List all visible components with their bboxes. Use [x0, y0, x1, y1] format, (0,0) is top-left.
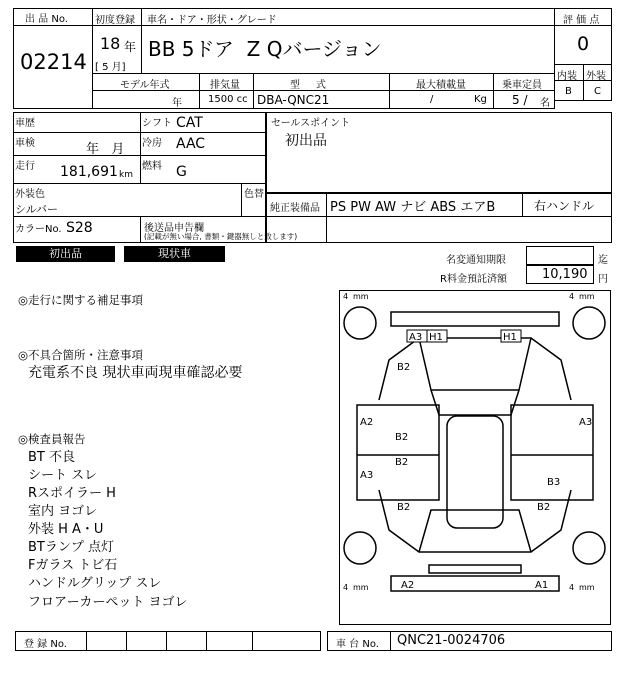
equipment-value: PS PW AW ナビ ABS エアB: [330, 200, 496, 215]
inspector-item: ハンドルグリップ スレ: [28, 576, 162, 591]
recycle-unit: 円: [598, 274, 608, 285]
score-value: 0: [577, 33, 590, 55]
tire-front-left: [344, 307, 376, 339]
damage-mark: A1: [535, 580, 549, 591]
model-year-label: モデル年式: [120, 80, 170, 91]
reg-no-label: 登 録 No.: [24, 639, 67, 650]
history-label: 車歴: [15, 118, 35, 129]
capacity-unit: 名: [540, 98, 550, 109]
first-listing-badge: 初出品: [16, 246, 115, 262]
inspector-item: 室内 ヨゴレ: [28, 504, 98, 519]
sales-point-value: 初出品: [285, 133, 327, 149]
damage-mark: B3: [547, 477, 561, 488]
equipment-label: 純正装備品: [270, 203, 320, 214]
inspection-label: 車検: [15, 138, 35, 149]
ac-label: 冷房: [142, 138, 162, 149]
ac-value: AAC: [176, 136, 206, 152]
model-code: DBA-QNC21: [257, 93, 330, 107]
damage-mark: H1: [429, 332, 443, 343]
damage-mark: H1: [503, 332, 517, 343]
mileage-label: 走行: [15, 161, 35, 172]
interior-label: 内装: [557, 71, 577, 82]
reg-year: 18: [100, 34, 121, 53]
damage-mark: B2: [397, 362, 411, 373]
tire-unit: mm: [579, 583, 595, 592]
color-no-value: S28: [66, 220, 93, 236]
inspector-item: Rスポイラー H: [28, 486, 116, 501]
model-year-unit: 年: [172, 98, 182, 109]
chassis-number: QNC21-0024706: [397, 633, 506, 648]
inspector-title: ◎検査員報告: [18, 432, 86, 446]
tire-unit: mm: [353, 583, 369, 592]
displacement-label: 排気量: [210, 80, 240, 91]
cert-note: (記載が無い場合, 書類・鍵器無しと致します): [144, 232, 298, 241]
exterior-label: 外装: [586, 71, 606, 82]
shift-value: CAT: [176, 115, 203, 131]
ext-color-label: 外装色: [15, 189, 45, 200]
recolor-label: 色替: [244, 189, 264, 200]
max-load-value: /: [430, 94, 434, 105]
tire-unit: mm: [353, 292, 369, 301]
capacity-label: 乗車定員: [502, 80, 542, 91]
inspector-item: シート スレ: [28, 468, 98, 483]
title-change-unit: 迄: [598, 255, 608, 266]
inspector-item: BT 不良: [28, 450, 75, 465]
exterior-grade: C: [594, 86, 601, 97]
car-diagram: [339, 290, 611, 625]
max-load-label: 最大積載量: [416, 80, 466, 91]
sales-point-label: セールスポイント: [271, 118, 351, 129]
mileage-unit: km: [119, 170, 133, 180]
interior-grade: B: [565, 86, 572, 97]
tire-front-right: [573, 307, 605, 339]
type-label: 型 式: [290, 80, 326, 91]
reg-month: [ 5 月]: [95, 62, 126, 73]
capacity-value: 5 /: [512, 93, 528, 107]
tire-label: 4: [343, 583, 349, 592]
title-change-box: [526, 246, 594, 265]
car-name: BB 5ドア Z Qバージョン: [148, 37, 382, 61]
recycle-value: 10,190: [542, 267, 588, 282]
damage-mark: A3: [409, 332, 423, 343]
damage-mark: A3: [579, 417, 593, 428]
damage-mark: B2: [537, 502, 551, 513]
ext-color-value: シルバー: [15, 203, 58, 216]
damage-mark: A2: [401, 580, 415, 591]
damage-mark: B2: [395, 432, 409, 443]
max-load-unit: Kg: [474, 94, 487, 105]
inspector-item: 外装 H A・U: [28, 522, 104, 537]
inspection-value: 年 月: [86, 142, 125, 157]
tire-rear-left: [344, 532, 376, 564]
tire-label: 4: [343, 292, 349, 301]
lot-number: 02214: [20, 50, 87, 74]
title-change-label: 名変通知期限: [446, 255, 506, 266]
chassis-label: 車 台 No.: [336, 639, 379, 650]
first-reg-label: 初度登録: [95, 15, 135, 26]
fuel-label: 燃料: [142, 161, 162, 172]
tire-unit: mm: [579, 292, 595, 301]
reg-year-unit: 年: [124, 40, 137, 54]
recycle-label: R料金預託済額: [440, 274, 507, 285]
score-label: 評 価 点: [563, 15, 600, 26]
fuel-value: G: [176, 164, 187, 180]
damage-mark: B2: [395, 457, 409, 468]
inspector-item: フロアーカーペット ヨゴレ: [28, 595, 188, 610]
damage-mark: A2: [360, 417, 374, 428]
defects-text: 充電系不良 現状車両現車確認必要: [28, 365, 243, 381]
damage-mark: A3: [360, 470, 374, 481]
displacement: 1500 cc: [208, 94, 248, 105]
damage-mark: B2: [397, 502, 411, 513]
model-label: 車名・ドア・形状・グレード: [147, 15, 277, 26]
inspector-item: BTランプ 点灯: [28, 540, 114, 555]
mileage-value: 181,691: [60, 164, 118, 180]
driving-notes-title: ◎走行に関する補足事項: [18, 293, 144, 307]
tire-label: 4: [569, 583, 575, 592]
defects-title: ◎不具合箇所・注意事項: [18, 348, 144, 362]
tire-label: 4: [569, 292, 575, 301]
inspector-item: Fガラス トビ石: [28, 558, 118, 573]
color-no-label: カラーNo.: [15, 224, 62, 235]
cert-label: 後送品申告欄: [144, 223, 204, 234]
tire-rear-right: [573, 532, 605, 564]
lot-label: 出 品 No.: [25, 14, 68, 25]
as-is-badge: 現状車: [124, 246, 225, 262]
shift-label: シフト: [142, 118, 172, 129]
steering-value: 右ハンドル: [534, 199, 595, 213]
